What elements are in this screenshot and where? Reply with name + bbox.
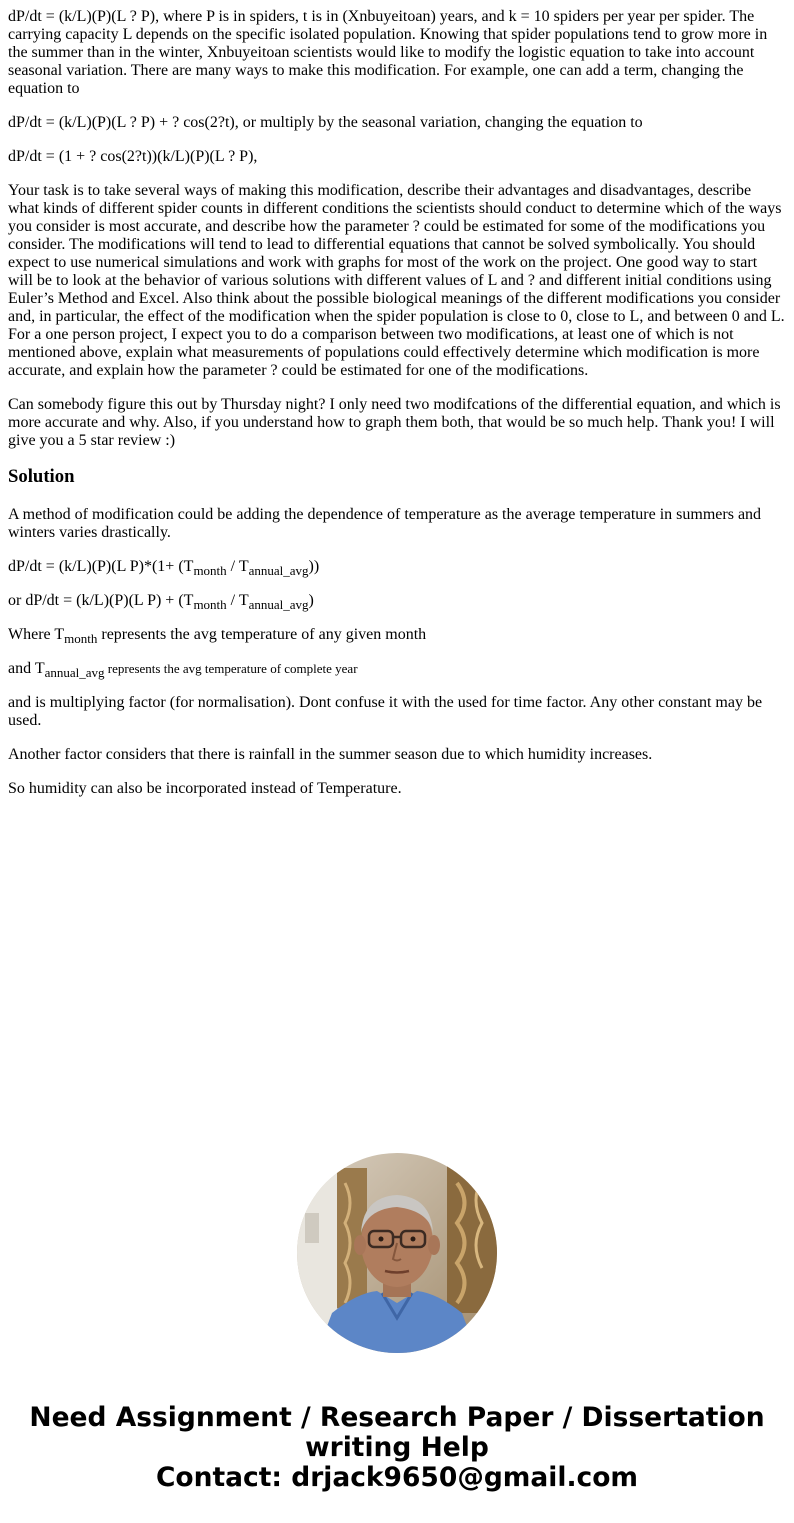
humidity-note: So humidity can also be incorporated instead of Temperature. xyxy=(8,780,402,797)
question-paragraph-5: Can somebody figure this out by Thursday night? I only need two modifcations of the differential equation, and which is more accurate and why. Also, if you understand how to graph them both, that would be so much help. Thank you! I will give you a 5 star review :) xyxy=(8,396,781,449)
equation-1-sub-month: month xyxy=(193,563,227,578)
and-annual-definition xyxy=(8,660,786,678)
where-prefix: Where T xyxy=(8,626,65,643)
where-month-definition xyxy=(8,626,786,644)
equation-2-suffix: ) xyxy=(308,592,314,609)
footer-line-1: Need Assignment / Research Paper / Dissertation xyxy=(29,1402,765,1433)
footer-contact-email: Contact: drjack9650@gmail.com xyxy=(155,1462,639,1493)
equation-1-prefix: dP/dt = (k/L)(P)(L P)*(1+ (T xyxy=(8,558,194,575)
equation-2 xyxy=(8,592,786,610)
document-content xyxy=(8,8,786,814)
tutor-avatar xyxy=(297,1153,497,1353)
question-paragraph-1: dP/dt = (k/L)(P)(L ? P), where P is in spiders, t is in (Xnbuyeitoan) years, and k = 10 spiders per year per spider. The carrying capacity L depends on the specific isolated population. Knowing that spider populations tend to grow more in the summer than in the winter, Xnbuyeitoan scientists would like to modify the logistic equation to take into account seasonal variation. There are many ways to make this modification. For example, one can add a term, changing the equation to xyxy=(8,8,768,97)
solution-intro: A method of modification could be adding the dependence of temperature as the average temperature in summers and winters varies drastically. xyxy=(8,506,762,541)
and-sub-annual: annual_avg xyxy=(44,665,105,680)
equation-1-mid: / T xyxy=(226,558,249,575)
question-paragraph-4: Your task is to take several ways of making this modification, describe their advantages and disadvantages, describe what kinds of different spider counts in different conditions the scientists should conduct to determine which of the ways you consider is most accurate, and describe how the parameter ? could be estimated for some of the modifications you consider. The modifications will tend to lead to differential equations that cannot be solved symbolically. You should expect to use numerical simulations and work with graphs for most of the work on the project. One good way to start will be to look at the behavior of various solutions with different values of L and ? and different initial conditions using Euler’s Method and Excel. Also think about the possible biological meanings of the different modifications you consider and, in particular, the effect of the modification when the spider population is close to 0, close to L, and between 0 and L. For a one person project, I expect you to do a comparison between two modifications, at least one of which is not mentioned above, explain what measurements of populations could effectively determine which modification is more accurate, and explain how the parameter ? could be estimated for one of the modifications. xyxy=(8,182,785,379)
where-suffix: represents the avg temperature of any given month xyxy=(97,626,427,643)
equation-1 xyxy=(8,558,786,576)
equation-1-suffix: )) xyxy=(308,558,320,575)
factor-note: and is multiplying factor (for normalisation). Dont confuse it with the used for time factor. Any other constant may be used. xyxy=(8,694,763,729)
question-paragraph-2: dP/dt = (k/L)(P)(L ? P) + ? cos(2?t), or multiply by the seasonal variation, changing the equation to xyxy=(8,114,643,131)
question-paragraph-3: dP/dt = (1 + ? cos(2?t))(k/L)(P)(L ? P), xyxy=(8,148,258,165)
solution-heading: Solution xyxy=(8,466,75,487)
and-prefix: and T xyxy=(8,660,45,677)
tutor-photo-illustration xyxy=(297,1153,497,1353)
equation-2-sub-month: month xyxy=(193,597,227,612)
footer-line-2: writing Help xyxy=(305,1432,489,1463)
equation-2-sub-annual: annual_avg xyxy=(248,597,309,612)
where-sub-month: month xyxy=(64,631,98,646)
rainfall-note: Another factor considers that there is rainfall in the summer season due to which humidity increases. xyxy=(8,746,653,763)
equation-2-mid: / T xyxy=(226,592,249,609)
footer-contact-banner xyxy=(0,1403,794,1493)
equation-2-prefix: or dP/dt = (k/L)(P)(L P) + (T xyxy=(8,592,194,609)
and-suffix: represents the avg temperature of complete year xyxy=(104,661,358,676)
equation-1-sub-annual: annual_avg xyxy=(248,563,309,578)
